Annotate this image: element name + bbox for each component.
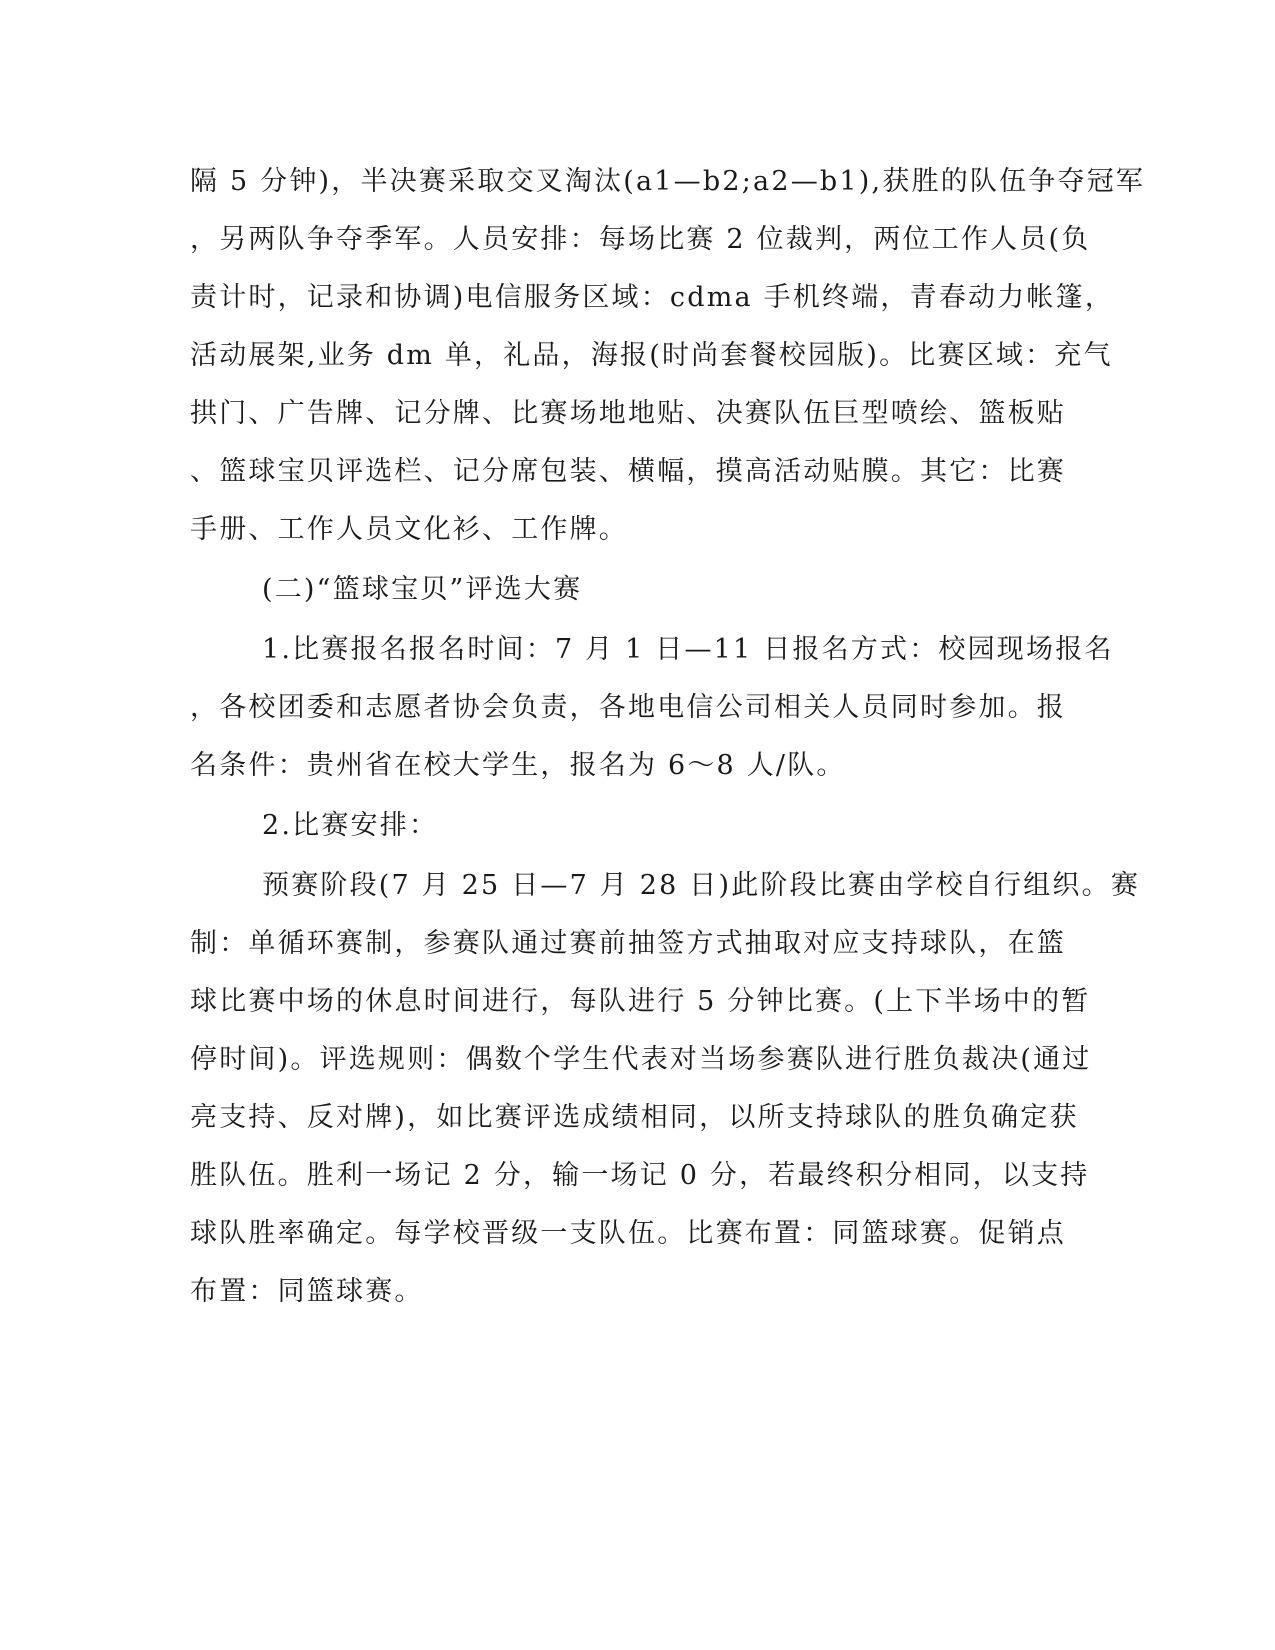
text-line: 责计时，记录和协调)电信服务区域：cdma 手机终端，青春动力帐篷， [190,282,1115,313]
text-line: 预赛阶段(7 月 25 日—7 月 28 日)此阶段比赛由学校自行组织。赛 [262,870,1141,901]
text-line: ，各校团委和志愿者协会负责，各地电信公司相关人员同时参加。报 [190,692,1066,723]
text-line: 手册、工作人员文化衫、工作牌。 [190,514,628,545]
text-line: 球比赛中场的休息时间进行，每队进行 5 分钟比赛。(上下半场中的暂 [190,986,1091,1017]
text-line: 胜队伍。胜利一场记 2 分，输一场记 0 分，若最终积分相同，以支持 [190,1160,1090,1191]
subsection-heading: 2.比赛安排： [262,810,439,841]
text-line: 球队胜率确定。每学校晋级一支队伍。比赛布置：同篮球赛。促销点 [190,1218,1066,1249]
text-line: 亮支持、反对牌)，如比赛评选成绩相同，以所支持球队的胜负确定获 [190,1102,1079,1133]
text-line: 活动展架,业务 dm 单，礼品，海报(时尚套餐校园版)。比赛区域：充气 [190,340,1113,371]
section-heading: (二)“篮球宝贝”评选大赛 [262,574,583,605]
text-line: 布置：同篮球赛。 [190,1276,424,1307]
text-line: 拱门、广告牌、记分牌、比赛场地地贴、决赛队伍巨型喷绘、篮板贴 [190,398,1066,429]
text-line: 、篮球宝贝评选栏、记分席包装、横幅，摸高活动贴膜。其它：比赛 [190,456,1066,487]
text-line: 名条件：贵州省在校大学生，报名为 6～8 人/队。 [190,750,846,781]
text-line: 1.比赛报名报名时间：7 月 1 日—11 日报名方式：校园现场报名 [262,634,1114,665]
text-line: 隔 5 分钟)，半决赛采取交叉淘汰(a1—b2;a2—b1),获胜的队伍争夺冠军 [190,166,1146,197]
text-line: ，另两队争夺季军。人员安排：每场比赛 2 位裁判，两位工作人员(负 [190,224,1091,255]
text-line: 停时间)。评选规则：偶数个学生代表对当场参赛队进行胜负裁决(通过 [190,1044,1092,1075]
text-line: 制：单循环赛制，参赛队通过赛前抽签方式抽取对应支持球队，在篮 [190,928,1066,959]
